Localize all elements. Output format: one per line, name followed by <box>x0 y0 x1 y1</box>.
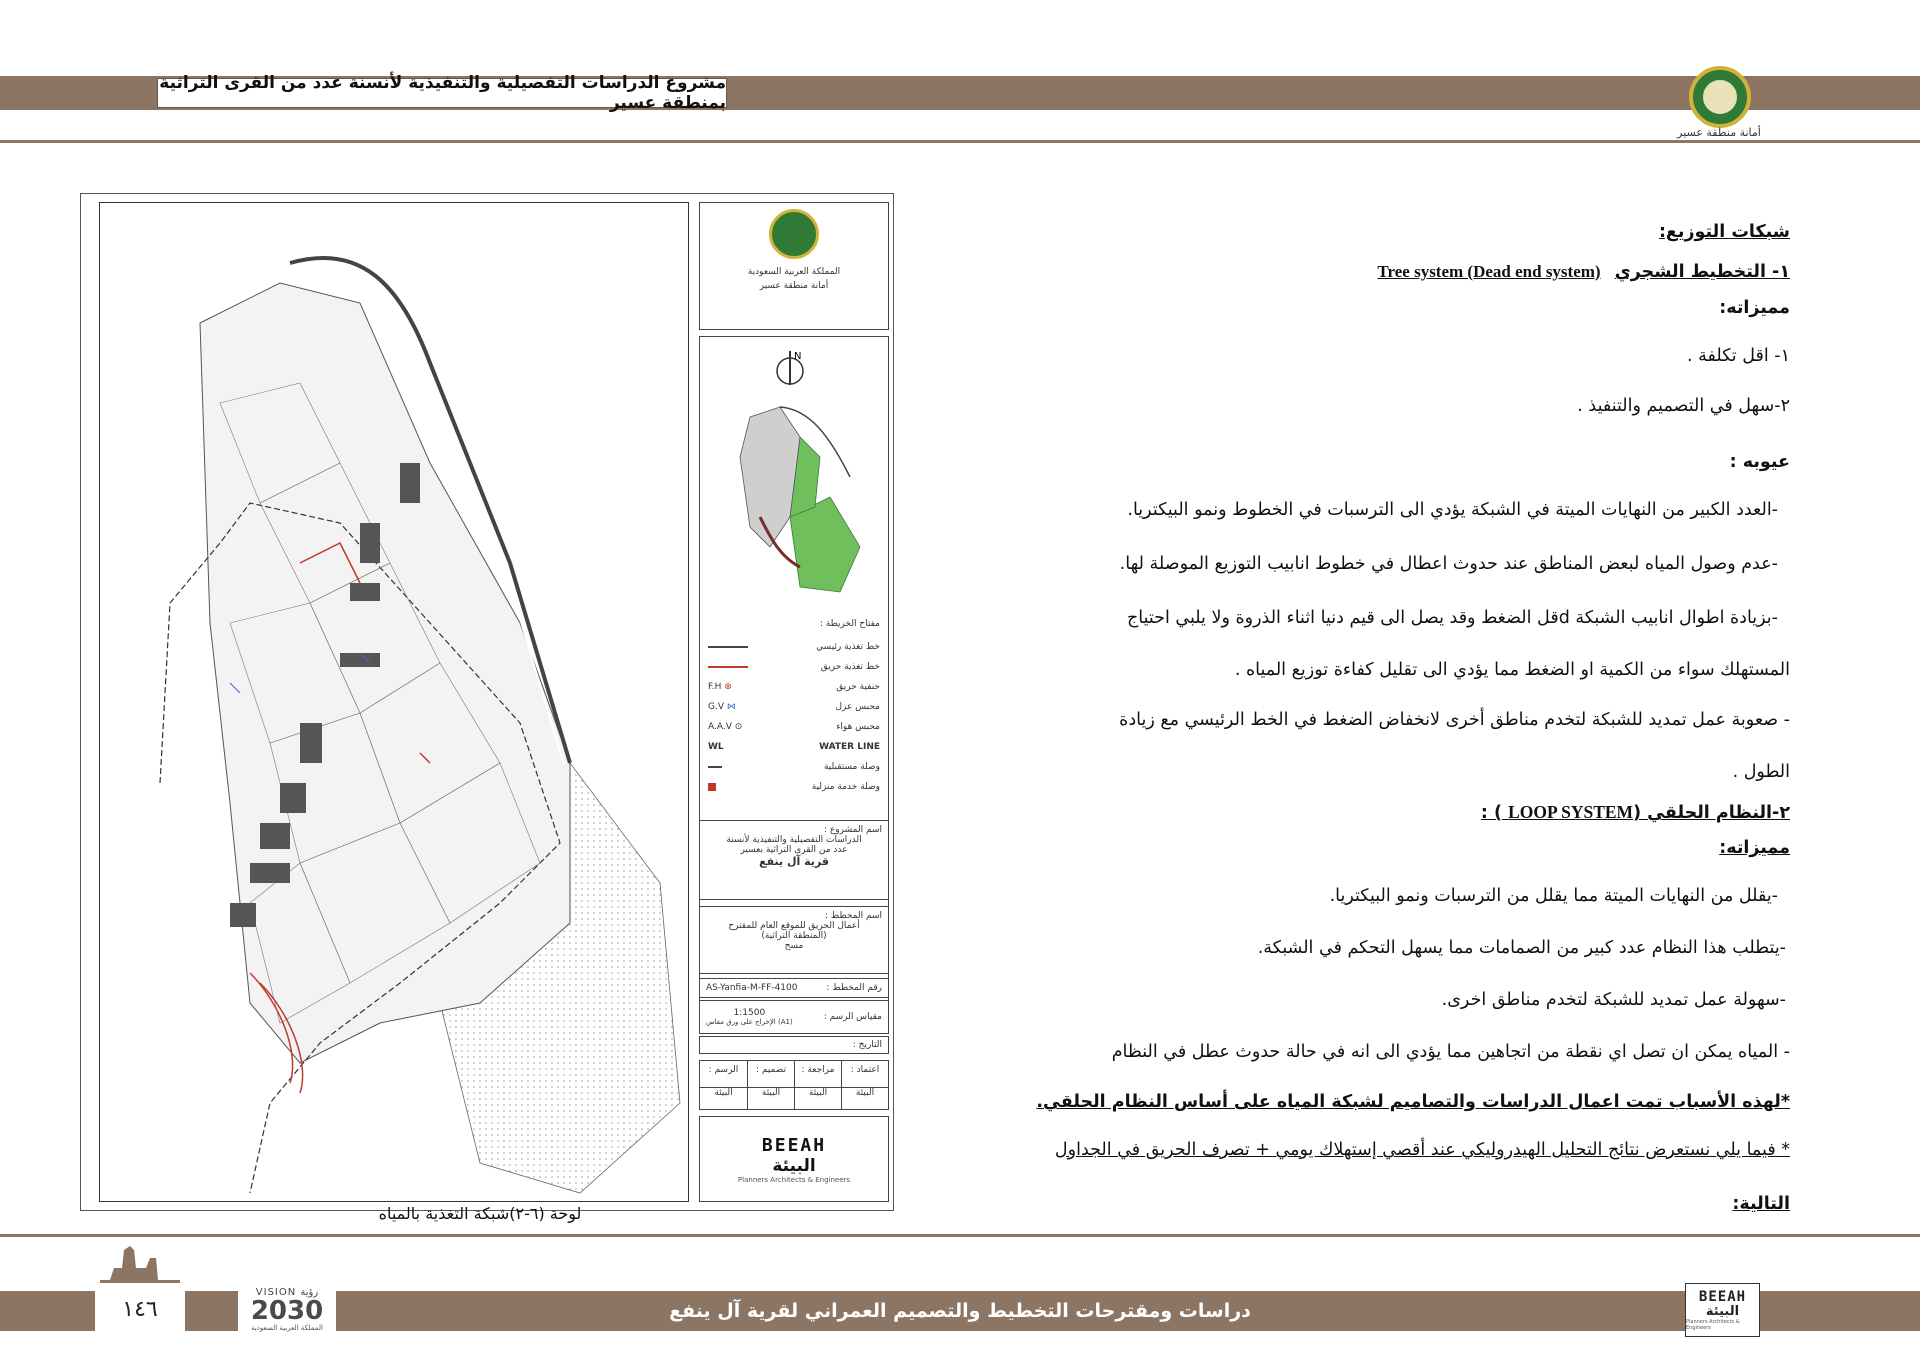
asir-emblem-icon <box>769 209 819 259</box>
signature-table: اعتماد : مراجعة : تصميم : الرسم : البيئة البيئة البيئة البيئة <box>699 1060 889 1110</box>
loop-advantage-item: -يتطلب هذا النظام عدد كبير من الصمامات مما يسهل التحكم في الشبكة. <box>1257 938 1786 958</box>
drawing-number-row: AS-Yanfia-M-FF-4100 رقم المخطط : <box>699 978 889 998</box>
water-network-map <box>99 202 689 1202</box>
tables-note: * فيما يلي نستعرض نتائج التحليل الهيدروليكي عند أقصي إستهلاك يومي + تصرف الحريق في الجداول <box>1054 1140 1790 1160</box>
firm-logo-box <box>699 1116 889 1202</box>
legend-title: مفتاح الخريطة : <box>819 619 880 629</box>
legend-item: ⊙ A.A.V محبس هواء <box>708 722 880 732</box>
scale-row: 1:1500 (A1) الإخراج على ورق مقاس مقياس الرسم : <box>699 1000 889 1034</box>
plan-box: اسم المخطط : أعمال الحريق للموقع العام للمقترح (المنطقة التراثية) مسح <box>699 906 889 974</box>
advantage-item: ٢-سهل في التصميم والتنفيذ . <box>1577 396 1790 416</box>
legend-item: WL WATER LINE <box>708 742 880 752</box>
asir-emblem-icon <box>1689 66 1751 128</box>
section-heading: شبكات التوزيع: <box>1658 222 1790 242</box>
disadvantage-item: المستهلك سواء من الكمية او الضغط مما يؤدي الى تقليل كفاءة توزيع المياه . <box>1234 660 1790 680</box>
country-name: المملكة العربية السعودية <box>747 267 841 277</box>
firm-logo-sub: Planners Architects & Engineers <box>737 1175 851 1184</box>
legend-item: ⊗ F.H حنفية حريق <box>708 682 880 692</box>
loop-advantage-item: -سهولة عمل تمديد للشبكة لتخدم مناطق اخرى. <box>1441 990 1786 1010</box>
advantages-label: مميزاته: <box>1719 298 1790 318</box>
north-arrow-icon <box>770 347 810 387</box>
page-number: ١٤٦ <box>95 1283 185 1335</box>
firm-logo-latin: BEEAH <box>761 1134 827 1156</box>
legend-item: خط تغذية حريق <box>708 657 880 677</box>
tables-note-end: التالية: <box>1732 1194 1790 1214</box>
disadvantage-item: - صعوبة عمل تمديد للشبكة لتخدم مناطق أخرى لانخفاض الضغط في الخط الرئيسي مع زيادة <box>1119 710 1790 730</box>
advantage-item: ١- اقل تكلفة . <box>1686 346 1790 366</box>
tree-system-title: ١- التخطيط الشجري Tree system (Dead end system) <box>1377 262 1790 282</box>
map-caption: لوحة (٦-٢)شبكة التغذية بالمياه <box>378 1204 582 1223</box>
disadvantage-item: الطول . <box>1732 762 1790 782</box>
loop-system-title: ٢-النظام الحلقي (LOOP SYSTEM ) : <box>1480 802 1790 823</box>
emblem-caption: أمانة منطقة عسير <box>1677 126 1761 139</box>
firm-logo-arabic: البيئة <box>772 1155 816 1176</box>
legend-item: ⋈ G.V محبس عزل <box>708 702 880 712</box>
disadvantages-label: عيوبه : <box>1729 452 1790 472</box>
footer-divider <box>0 1234 1920 1237</box>
conclusion: *لهذه الأسباب تمت اعمال الدراسات والتصاميم لشبكة المياه على أساس النظام الحلقي. <box>1036 1092 1790 1112</box>
date-row: التاريخ : <box>699 1036 889 1054</box>
advantages-label-2: مميزاته: <box>1719 838 1790 858</box>
disadvantage-item: -عدم وصول المياه لبعض المناطق عند حدوث اعطال في خطوط انابيب التوزيع الموصلة لها. <box>1119 554 1778 574</box>
loop-advantage-item: -يقلل من النهايات الميتة مما يقلل من الترسبات ونمو البيكتريا. <box>1329 886 1778 906</box>
key-map <box>720 397 870 597</box>
footer-title: دراسات ومقترحات التخطيط والتصميم العمراني لقرية آل ينفع <box>669 1300 1251 1322</box>
header-title: مشروع الدراسات التفصيلية والتنفيذية لأنسنة عدد من القرى التراثية بمنطقة عسير <box>157 78 727 108</box>
beeah-footer-logo: BEEAH البيئة Planners Architects & Engineers <box>1685 1283 1760 1337</box>
authority-name: أمانة منطقة عسير <box>759 281 829 291</box>
svg-text:N: N <box>794 351 802 362</box>
map-legend-column <box>699 202 889 1202</box>
legend-item: وصلة مستقبلية <box>708 757 880 777</box>
vision-2030-logo: VISION رؤية 2030 المملكة العربية السعودية <box>238 1278 336 1340</box>
legend-item: خط تغذية رئيسي <box>708 637 880 657</box>
legend-item: وصلة خدمة منزلية <box>708 777 880 797</box>
disadvantage-item: -العدد الكبير من النهايات الميتة في الشبكة يؤدي الى الترسبات في الخطوط ونمو البيكتريا. <box>1127 500 1778 520</box>
title-block-box <box>699 202 889 330</box>
project-box: اسم المشروع : الدراسات التفصيلية والتنفيذية لأنسنة عدد من القرى التراثية بعسير قرية آل ينفع <box>699 820 889 900</box>
header-divider <box>0 140 1920 143</box>
disadvantage-item: -بزيادة اطوال انابيب الشبكة dقل الضغط وقد يصل الى قيم دنيا اثناء الذروة ولا يلبي احتياج <box>1126 608 1778 628</box>
loop-advantage-item: - المياه يمكن ان تصل اي نقطة من اتجاهين مما يؤدي الى انه في حالة حدوث عطل في النظام <box>1111 1042 1790 1062</box>
